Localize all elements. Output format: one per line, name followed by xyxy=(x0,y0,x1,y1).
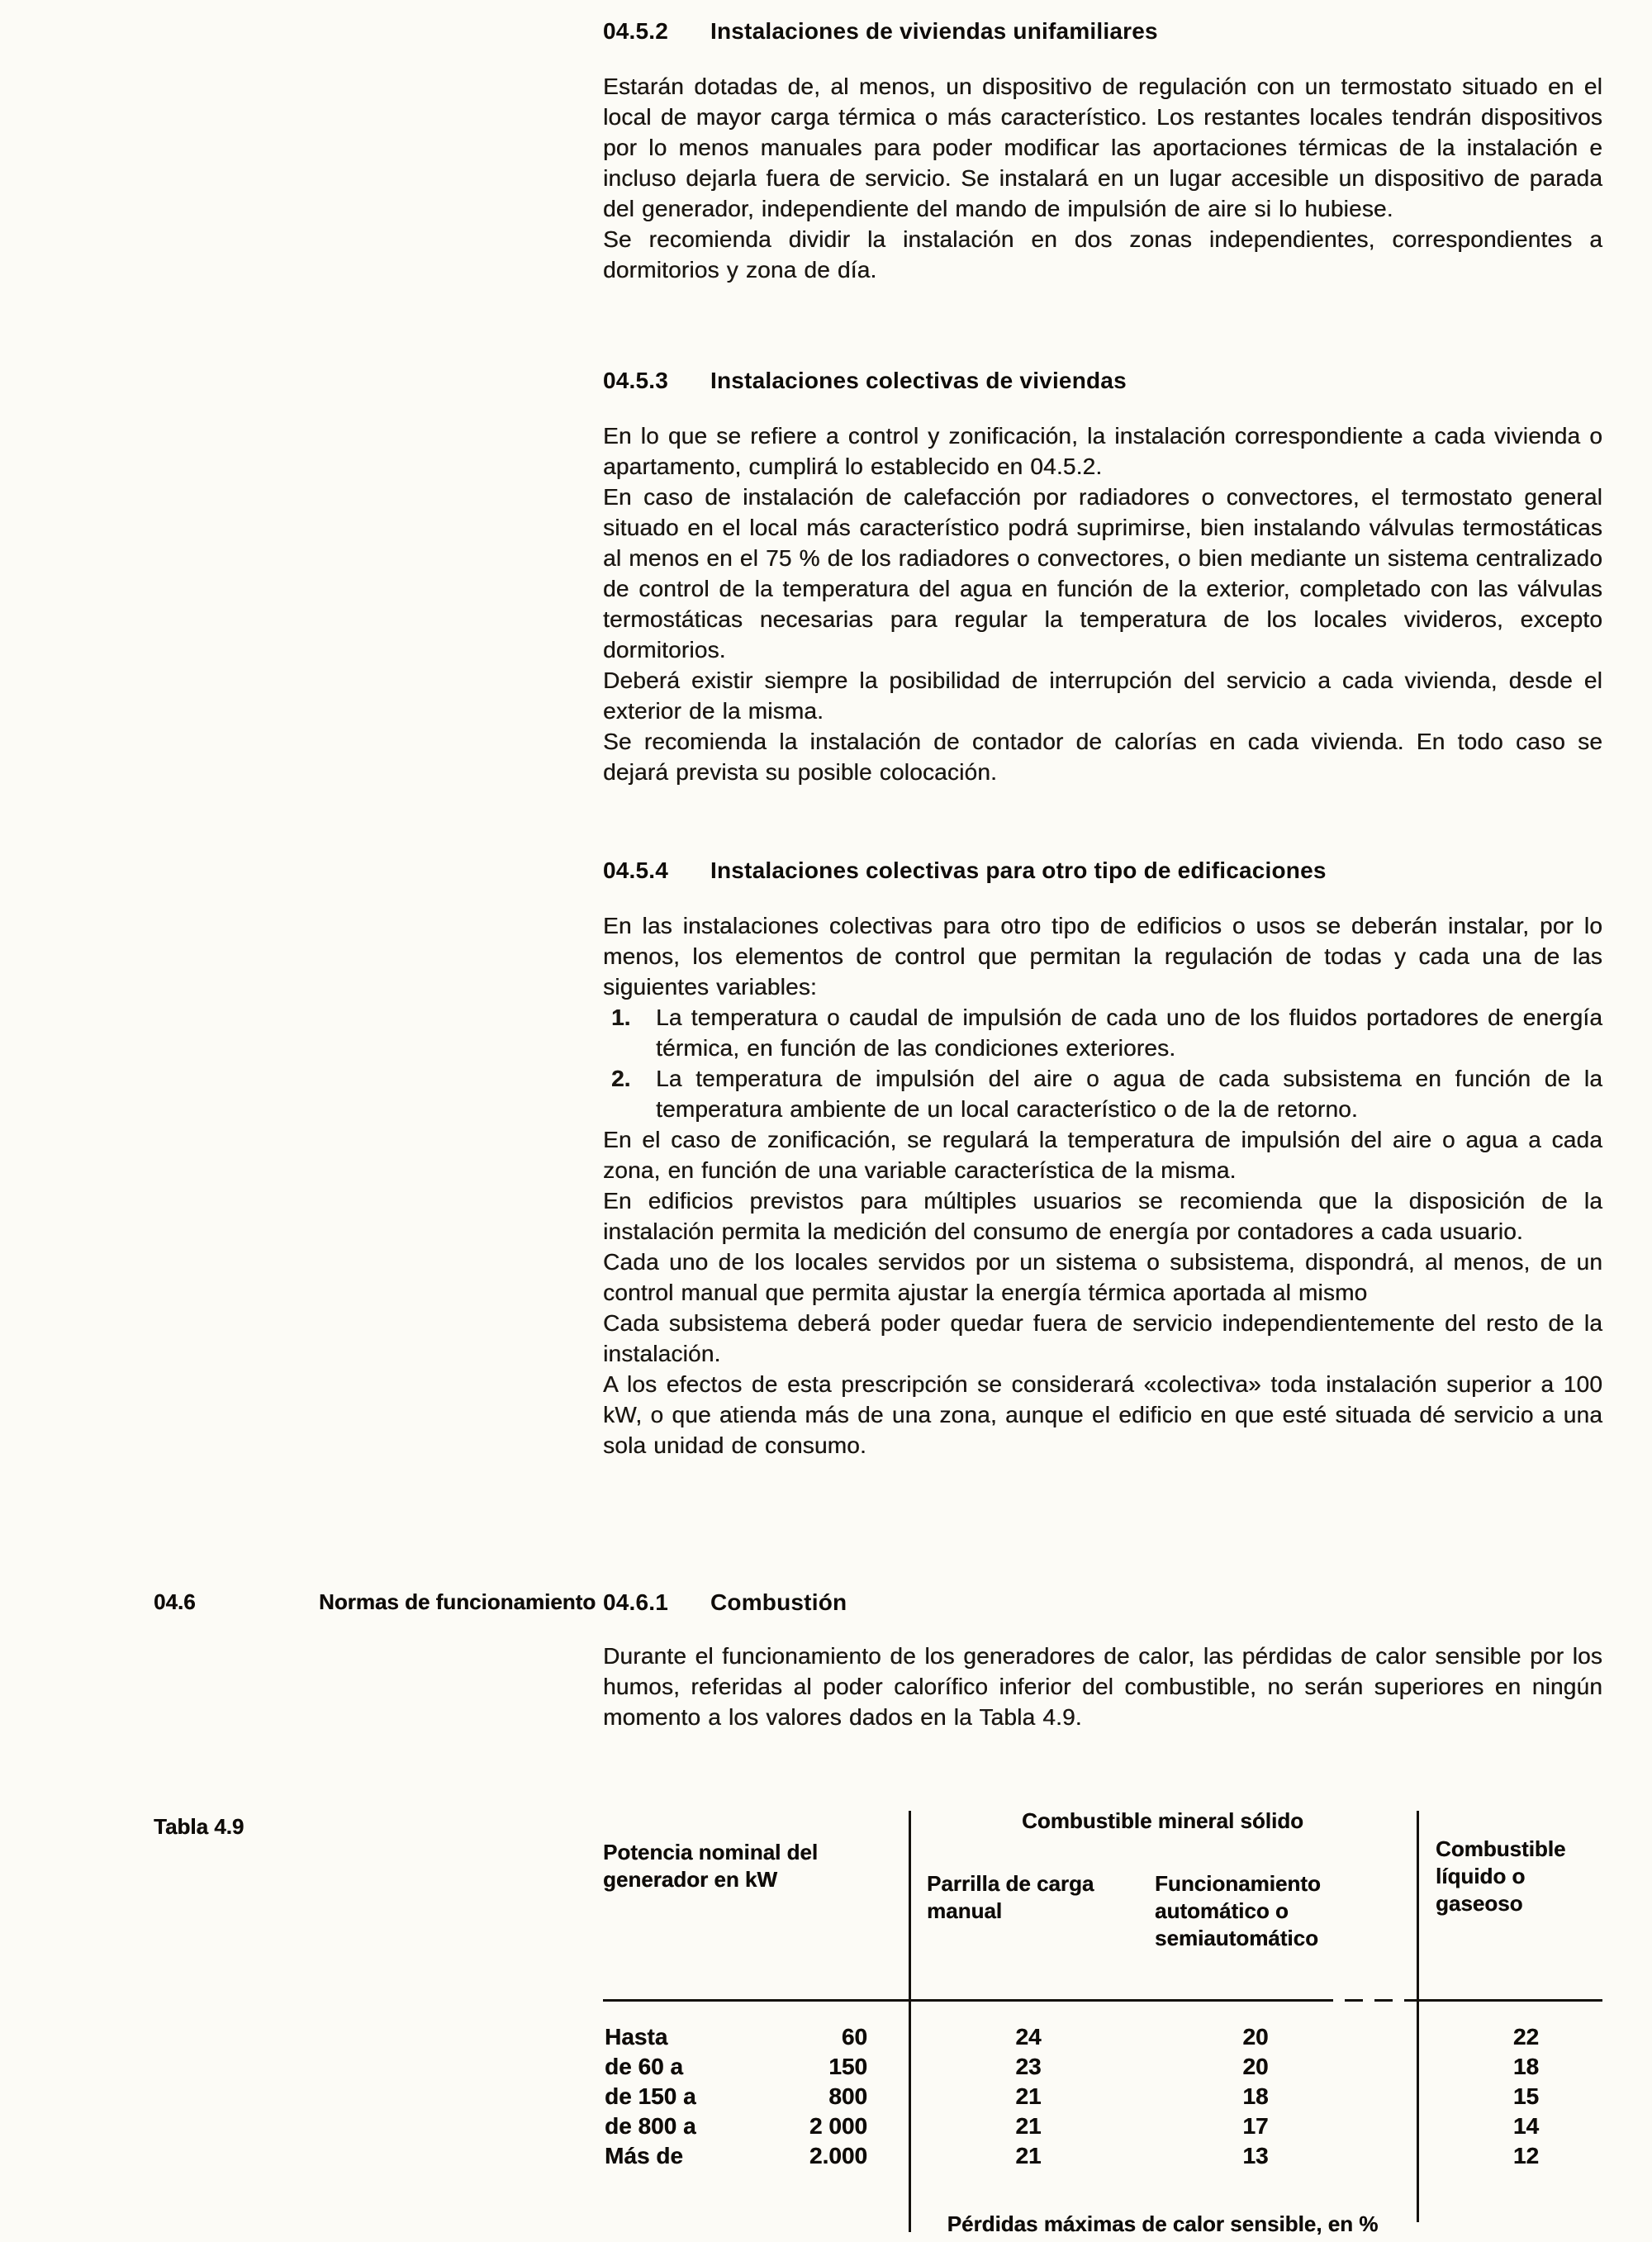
paragraph: Estarán dotadas de, al menos, un dispositivo de regulación con un termostato situado en el local de mayor carga térmica o más característico. Los restantes locales tendrán dispositivos por lo menos manuales para poder modificar las aportaciones térmicas de la instalación e incluso dejarla fuera de servicio. Se instalará en un lugar accesible un dispositivo de parada del generador, independiente del mando de impulsión de aire si lo hubiese. xyxy=(603,74,1602,221)
header-automatico: Funcionamiento automático o semiautomático xyxy=(1155,1871,1321,1950)
potencia-limit: 60 xyxy=(841,2024,867,2050)
table-section xyxy=(0,1806,1652,2242)
potencia-range: de 800 a xyxy=(605,2113,696,2139)
margin-column xyxy=(0,17,603,285)
list-text: La temperatura de impulsión del aire o agua de cada subsistema en función de la temperatura ambiente de un local característico o de la de retorno. xyxy=(656,1066,1602,1122)
paragraph: Deberá existir siempre la posibilidad de interrupción del servicio a cada vivienda, desde el exterior de la misma. xyxy=(603,667,1602,724)
table-row xyxy=(603,2022,1602,2052)
margin-column xyxy=(0,856,603,1461)
list-marker: 1. xyxy=(611,1005,631,1030)
section-title: Instalaciones colectivas para otro tipo de edificaciones xyxy=(710,857,1327,883)
parrilla-value: 23 xyxy=(1015,2054,1042,2079)
potencia-limit: 150 xyxy=(828,2054,867,2079)
chapter-label xyxy=(154,1588,603,1616)
section-0452 xyxy=(0,17,1652,285)
table-row xyxy=(603,2141,1602,2171)
content-column xyxy=(603,856,1602,1461)
liquido-value: 14 xyxy=(1512,2113,1540,2139)
list-marker: 2. xyxy=(611,1066,631,1091)
header-combustible-mineral: Combustible mineral sólido xyxy=(1022,1808,1303,1833)
potencia-range: Hasta xyxy=(605,2024,668,2050)
section-heading-0461 xyxy=(603,1588,1602,1617)
margin-column xyxy=(0,366,603,787)
chapter-number: 04.6 xyxy=(154,1589,196,1614)
rule-segment xyxy=(603,1999,1315,2002)
parrilla-value: 21 xyxy=(1015,2143,1042,2168)
potencia-limit: 2.000 xyxy=(809,2143,867,2168)
table-row xyxy=(603,2111,1602,2141)
table-horizontal-rule xyxy=(603,1999,1602,2002)
chapter-title: Normas de funcionamiento xyxy=(319,1589,596,1614)
parrilla-value: 21 xyxy=(1015,2083,1042,2109)
section-046 xyxy=(0,1588,1652,1732)
content-column xyxy=(603,366,1602,787)
liquido-value: 12 xyxy=(1512,2143,1540,2168)
potencia-limit: 800 xyxy=(828,2083,867,2109)
header-parrilla: Parrilla de carga manual xyxy=(927,1871,1094,1923)
section-number: 04.6.1 xyxy=(603,1589,669,1615)
numbered-list-item xyxy=(603,1063,1602,1124)
list-text: La temperatura o caudal de impulsión de cada uno de los fluidos portadores de energía térmica, en función de las condiciones exteriores. xyxy=(656,1005,1602,1061)
liquido-value: 18 xyxy=(1512,2054,1540,2079)
paragraph: Se recomienda dividir la instalación en dos zonas independientes, correspondientes a dormitorios y zona de día. xyxy=(603,226,1602,283)
content-column xyxy=(603,1588,1602,1732)
section-number: 04.5.2 xyxy=(603,18,669,44)
potencia-range: de 150 a xyxy=(605,2083,696,2109)
paragraph: En caso de instalación de calefacción por radiadores o convectores, el termostato general situado en el local más característico podrá suprimirse, bien instalando válvulas termostáticas al menos en el 75 % de los radiadores o convectores, o bien mediante un sistema centralizado de control de la temperatura del agua en función de la exterior, completado con las válvulas termostáticas necesarias para regular la temperatura de los locales vivideros, excepto dormitorios. xyxy=(603,484,1602,663)
rule-segment-dashed xyxy=(1315,1999,1417,2002)
liquido-value: 15 xyxy=(1512,2083,1540,2109)
paragraph: En lo que se refiere a control y zonificación, la instalación correspondiente a cada vivienda o apartamento, cumplirá lo establecido en 04.5.2. xyxy=(603,423,1602,479)
header-potencia: Potencia nominal del generador en kW xyxy=(603,1840,819,1892)
section-title: Instalaciones colectivas de viviendas xyxy=(710,368,1127,393)
automatico-value: 17 xyxy=(1242,2113,1269,2139)
paragraph: Durante el funcionamiento de los generadores de calor, las pérdidas de calor sensible por los humos, referidas al poder calorífico inferior del combustible, no serán superiores en ningún momento a los valores dados en la Tabla 4.9. xyxy=(603,1643,1602,1730)
table-label: Tabla 4.9 xyxy=(154,1814,244,1839)
header-liquido: Combustible líquido o gaseoso xyxy=(1436,1836,1566,1916)
table-header xyxy=(603,1806,1602,1999)
liquido-value: 22 xyxy=(1512,2024,1540,2050)
paragraph: Cada subsistema deberá poder quedar fuera de servicio independientemente del resto de la instalación. xyxy=(603,1310,1602,1366)
paragraph: En edificios previstos para múltiples usuarios se recomienda que la disposición de la instalación permita la medición del consumo de energía por contadores a cada usuario. xyxy=(603,1188,1602,1244)
margin-column xyxy=(0,1588,603,1732)
automatico-value: 13 xyxy=(1242,2143,1269,2168)
paragraph: Cada uno de los locales servidos por un sistema o subsistema, dispondrá, al menos, de un control manual que permita ajustar la energía térmica aportada al mismo xyxy=(603,1249,1602,1305)
automatico-value: 20 xyxy=(1242,2054,1269,2079)
table-4-9 xyxy=(603,1806,1602,2242)
table-row xyxy=(603,2052,1602,2082)
potencia-range: de 60 a xyxy=(605,2054,683,2079)
section-number: 04.5.4 xyxy=(603,857,669,883)
parrilla-value: 21 xyxy=(1015,2113,1042,2139)
rule-segment xyxy=(1417,1999,1602,2002)
parrilla-value: 24 xyxy=(1015,2024,1042,2050)
paragraph: A los efectos de esta prescripción se considerará «colectiva» toda instalación superior a 100 kW, o que atienda más de una zona, aunque el edificio en que esté situada dé servicio a una sola unidad de consumo. xyxy=(603,1371,1602,1458)
section-heading-0452 xyxy=(603,17,1602,46)
section-heading-0454 xyxy=(603,856,1602,886)
margin-column xyxy=(0,1806,603,2242)
content-column xyxy=(603,1806,1602,2242)
potencia-limit: 2 000 xyxy=(809,2113,867,2139)
automatico-value: 18 xyxy=(1242,2083,1269,2109)
automatico-value: 20 xyxy=(1242,2024,1269,2050)
content-column xyxy=(603,17,1602,285)
numbered-list-item xyxy=(603,1002,1602,1063)
section-heading-0453 xyxy=(603,366,1602,396)
table-row xyxy=(603,2082,1602,2111)
section-title: Instalaciones de viviendas unifamiliares xyxy=(710,18,1158,44)
section-title: Combustión xyxy=(710,1589,847,1615)
potencia-range: Más de xyxy=(605,2143,683,2168)
paragraph: En las instalaciones colectivas para otro tipo de edificios o usos se deberán instalar, por lo menos, los elementos de control que permitan la regulación de todas y cada una de las siguientes variables: xyxy=(603,913,1602,1000)
table-footer: Pérdidas máximas de calor sensible, en % xyxy=(947,2211,1379,2236)
section-0454 xyxy=(0,856,1652,1461)
section-number: 04.5.3 xyxy=(603,368,669,393)
paragraph: Se recomienda la instalación de contador de calorías en cada vivienda. En todo caso se dejará prevista su posible colocación. xyxy=(603,729,1602,785)
table-body xyxy=(603,2022,1602,2171)
section-0453 xyxy=(0,366,1652,787)
paragraph: En el caso de zonificación, se regulará la temperatura de impulsión del aire o agua a cada zona, en función de una variable característica de la misma. xyxy=(603,1127,1602,1183)
